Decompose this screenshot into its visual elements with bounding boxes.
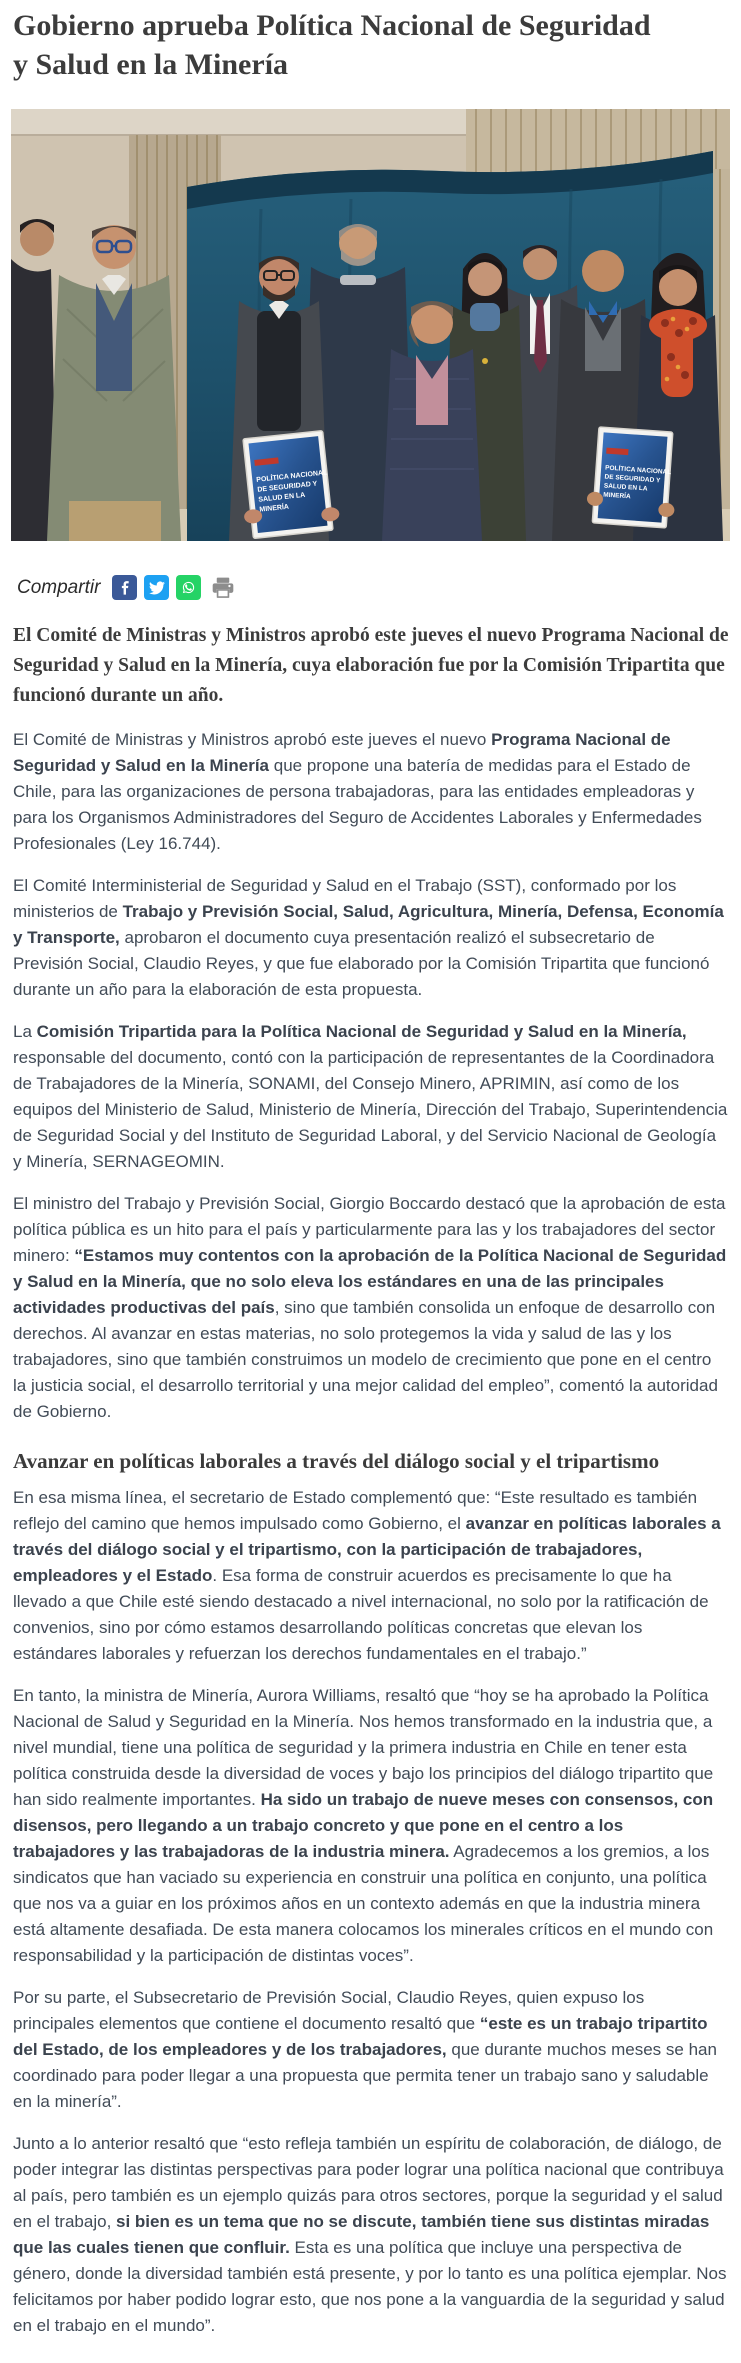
document-cover-title-line: MINERÍA <box>603 491 631 501</box>
article-paragraph: El Comité de Ministras y Ministros aprobó este jueves el nuevo Programa Nacional de Seguridad y Salud en la Minería que propone una batería de medidas para el Estado de Chile, para las organizaciones de persona trabajadoras, para las entidades empleadoras y para los Organismos Administradores del Seguro de Accidentes Laborales y Enfermedades Profesionales (Ley 16.744). <box>13 730 702 853</box>
group-photo-illustration <box>11 109 730 541</box>
page-title: Gobierno aprueba Política Nacional de Seguridad y Salud en la Minería <box>13 9 651 81</box>
page <box>0 6 741 2363</box>
share-twitter-button[interactable] <box>144 575 169 600</box>
article-lead: El Comité de Ministras y Ministros aprobó este jueves el nuevo Programa Nacional de Seguridad y Salud en la Minería, cuya elaboración fue por la Comisión Tripartita que funcionó durante un año. <box>13 625 729 706</box>
news-article <box>0 6 741 2363</box>
printer-icon <box>210 575 236 600</box>
share-whatsapp-button[interactable] <box>176 575 201 600</box>
document-cover-title-line: SALUD EN LA <box>603 482 648 493</box>
facebook-icon <box>117 580 133 596</box>
article-paragraph: En esa misma línea, el secretario de Estado complementó que: “Este resultado es también reflejo del camino que hemos impulsado como Gobierno, el avanzar en políticas laborales a través del diálogo social y el tripartismo, con la participación de trabajadores, empleadores y el Estado. Esa forma de construir acuerdos es precisamente lo que ha llevado a que Chile esté siendo destacado a nivel internacional, no solo por la ratificación de convenios, sino por cómo estamos desarrollando políticas concretas que elevan los estándares laborales y refuerzan los derechos fundamentales en el trabajo.” <box>13 1488 721 1663</box>
article-paragraph: El ministro del Trabajo y Previsión Social, Giorgio Boccardo destacó que la aprobación de esta política pública es un hito para el país y particularmente para las y los trabajadores del sector minero: “Estamos muy contentos con la aprobación de la Política Nacional de Seguridad y Salud en la Minería, que no solo eleva los estándares en una de las principales actividades productivas del país, sino que también consolida un enfoque de desarrollo con derechos. Al avanzar en estas materias, no solo protegemos la vida y salud de las y los trabajadores, sino que también construimos un modelo de crecimiento que pone en el centro la justicia social, el desarrollo territorial y una mejor calidad del empleo”, comentó la autoridad de Gobierno. <box>13 1194 727 1421</box>
article-paragraph: La Comisión Tripartida para la Política Nacional de Seguridad y Salud en la Minería, responsable del documento, contó con la participación de representantes de la Coordinadora de Trabajadores de la Minería, SONAMI, del Consejo Minero, APRIMIN, así como de los equipos del Ministerio de Salud, Ministerio de Minería, Dirección del Trabajo, Superintendencia de Seguridad Social y del Instituto de Seguridad Laboral, y del Servicio Nacional de Geología y Minería, SERNAGEOMIN. <box>13 1022 728 1171</box>
document-cover-title-line: POLÍTICA NACIONAL <box>604 464 672 477</box>
article-body <box>13 727 729 2339</box>
document-cover-title-line: POLÍTICA NACIONAL <box>256 469 328 484</box>
twitter-icon <box>149 580 165 596</box>
share-bar <box>13 574 729 601</box>
share-label: Compartir <box>17 576 101 598</box>
section-heading: Avanzar en políticas laborales a través del diálogo social y el tripartismo <box>13 1449 660 1473</box>
article-paragraph: El Comité Interministerial de Seguridad y Salud en el Trabajo (SST), conformado por los ministerios de Trabajo y Previsión Social, Salud, Agricultura, Minería, Defensa, Economía y Transporte, aprobaron el documento cuya presentación realizó el subsecretario de Previsión Social, Claudio Reyes, y que fue elaborado por la Comisión Tripartita que funcionó durante un año para la elaboración de esta propuesta. <box>13 876 724 999</box>
article-paragraph: Por su parte, el Subsecretario de Previsión Social, Claudio Reyes, quien expuso los principales elementos que contiene el documento resaltó que “este es un trabajo tripartito del Estado, de los empleadores y de los trabajadores, que durante muchos meses se han coordinado para poder llegar a una propuesta que permita tener un trabajo sano y saludable en la minería”. <box>13 1988 717 2111</box>
document-cover-title-line: DE SEGURIDAD Y <box>257 480 318 494</box>
article-photo <box>11 109 730 541</box>
policy-document-folder <box>585 427 679 529</box>
document-cover-title-line: DE SEGURIDAD Y <box>604 473 661 485</box>
share-print-button[interactable] <box>208 574 238 601</box>
document-cover-title-line: MINERÍA <box>259 503 290 514</box>
article-paragraph: Junto a lo anterior resaltó que “esto refleja también un espíritu de colaboración, de diálogo, de poder integrar las distintas perspectivas para poder lograr una política nacional que contribuya al país, pero también es un ejemplo quizás para otros sectores, porque la seguridad y el salud en el trabajo, si bien es un tema que no se discute, también tiene sus distintas miradas que las cuales tienen que confluir. Esta es una política que incluye una perspectiva de género, donde la diversidad también está presente, y por lo tanto es una política ejemplar. Nos felicitamos por haber podido lograr esto, que nos pone a la vanguardia de la seguridad y salud en el trabajo en el mundo”. <box>13 2134 727 2335</box>
document-cover-title-line: SALUD EN LA <box>258 491 306 504</box>
whatsapp-icon <box>180 579 197 596</box>
share-facebook-button[interactable] <box>112 575 137 600</box>
article-paragraph: En tanto, la ministra de Minería, Aurora Williams, resaltó que “hoy se ha aprobado la Política Nacional de Salud y Seguridad en la Minería. Nos hemos transformado en la industria que, a nivel mundial, tiene una política de seguridad y la primera industria en Chile en tener esta política construida desde la diversidad de voces y bajo los principios del diálogo tripartito que han sido realmente importantes. Ha sido un trabajo de nueve meses con consensos, con disensos, pero llegando a un trabajo concreto y que pone en el centro a los trabajadores y las trabajadoras de la industria minera. Agradecemos a los gremios, a los sindicatos que han vaciado su experiencia en construir una política en conjunto, una política que nos va a guiar en los próximos años en un contexto además en que la industria minera está altamente desafiada. De esta manera colocamos los minerales críticos en el mundo con responsabilidad y la participación de distintas voces”. <box>13 1686 714 1965</box>
